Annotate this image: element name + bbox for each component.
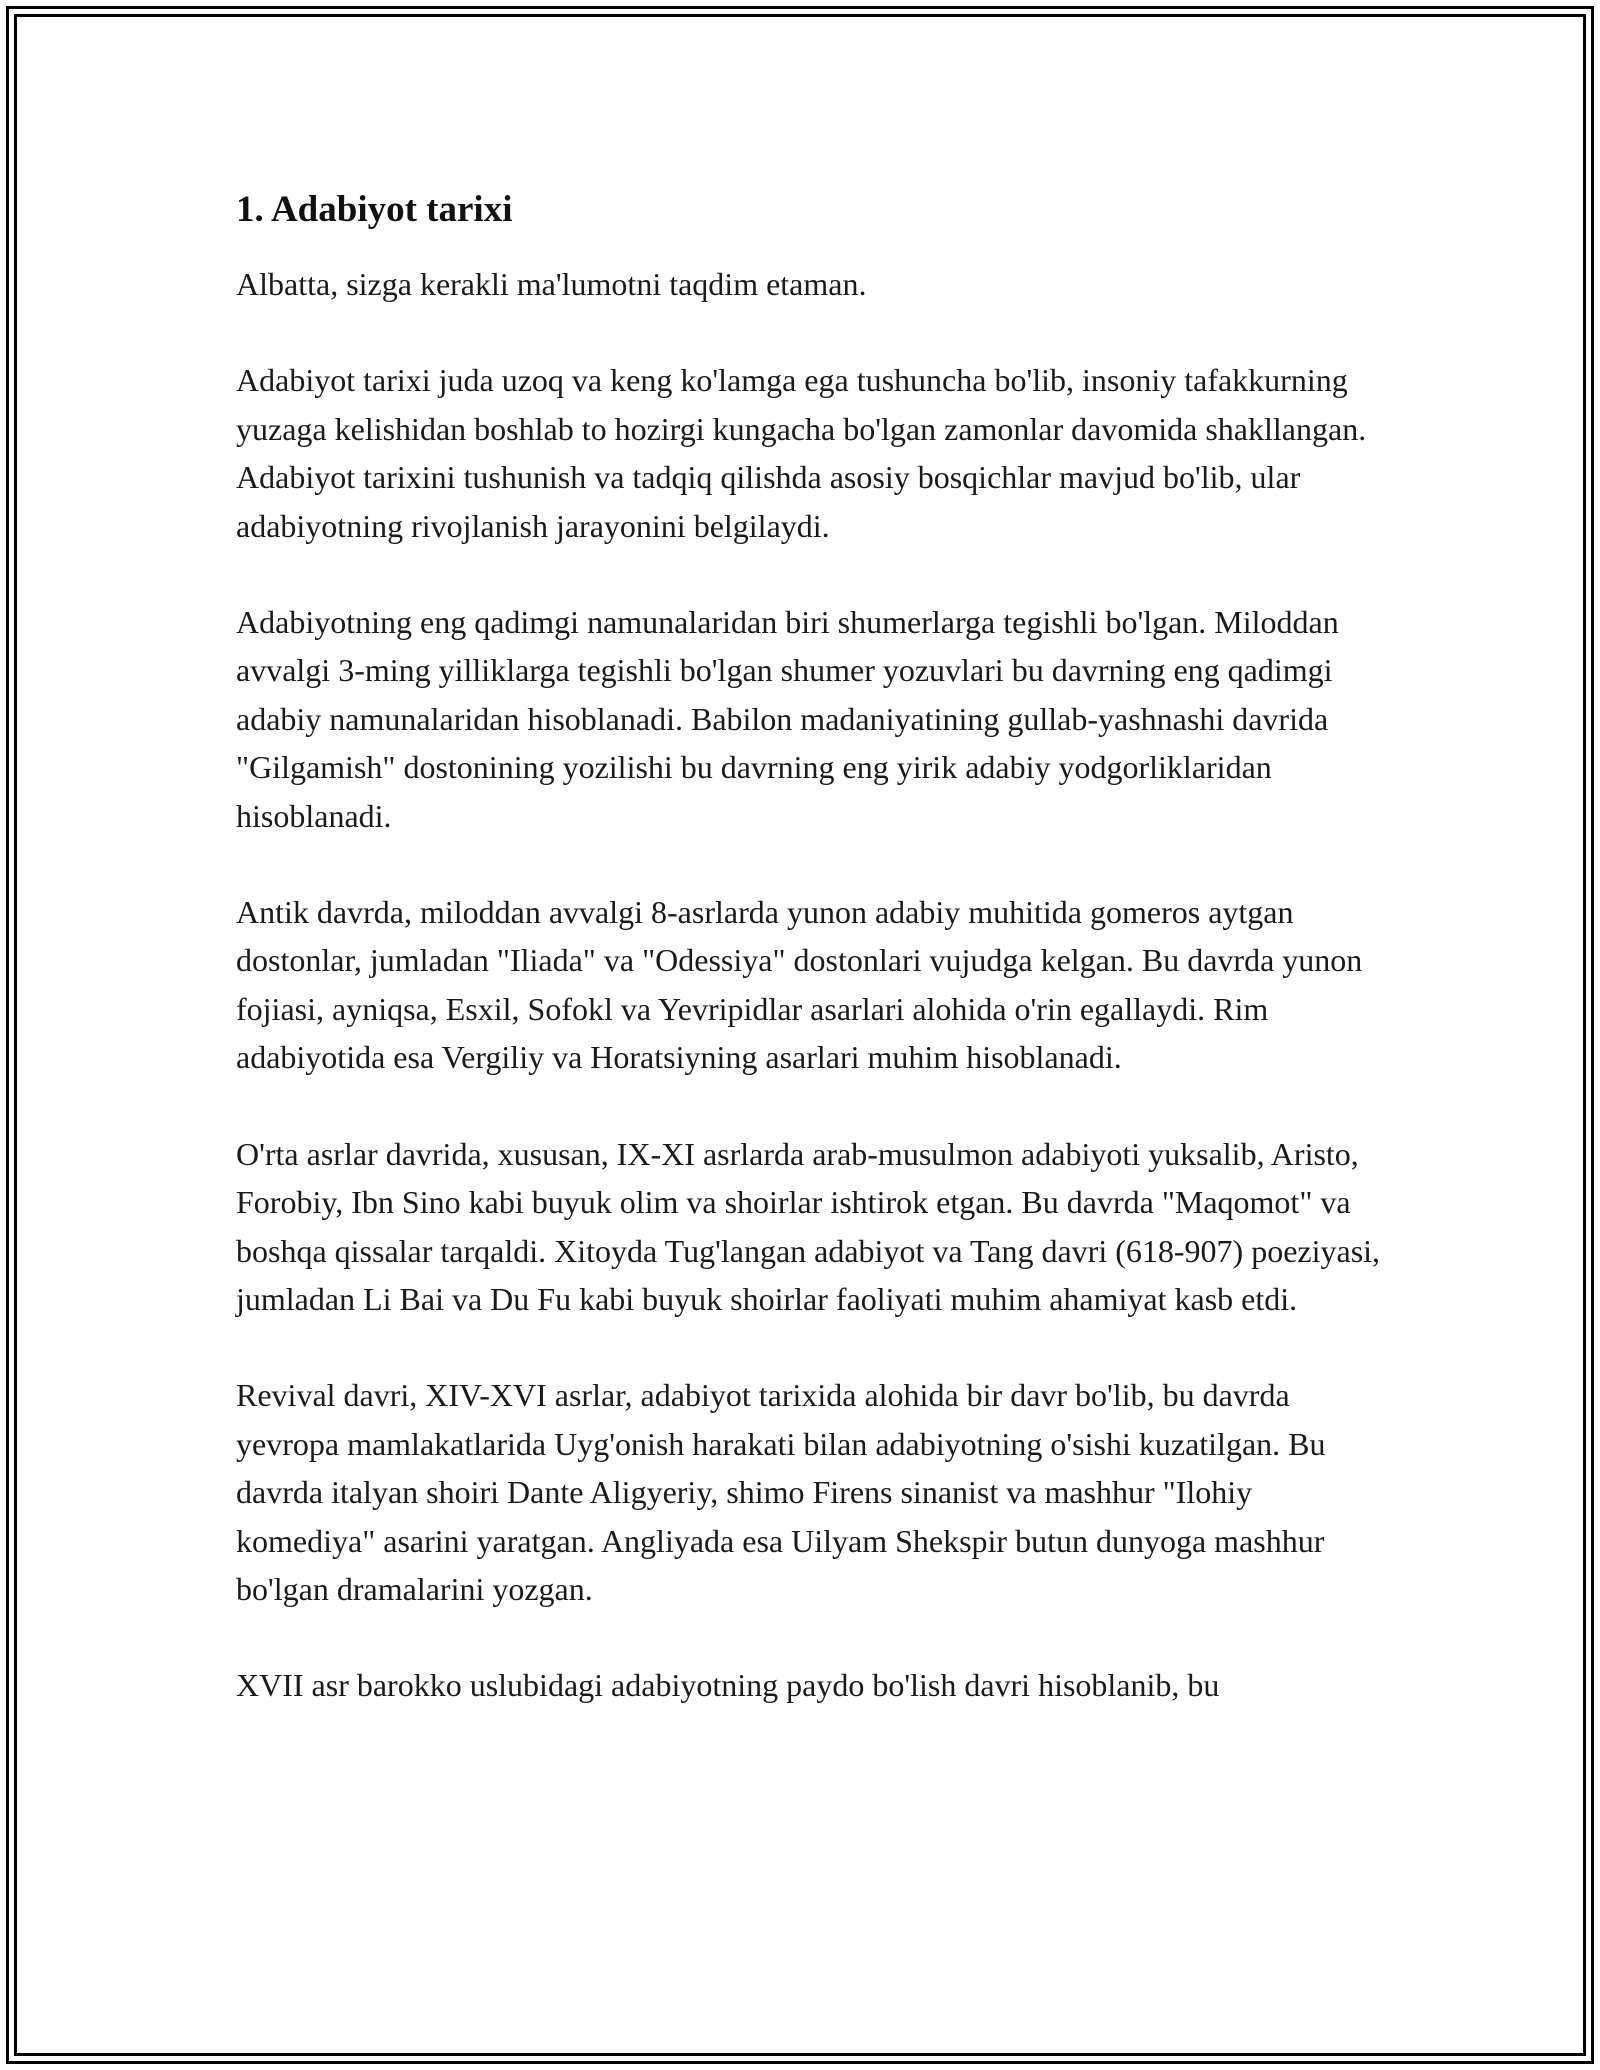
paragraph-revival: Revival davri, XIV-XVI asrlar, adabiyot tarixida alohida bir davr bo'lib, bu davrda yevropa mamlakatlarida Uyg'onish harakati bilan adabiyotning o'sishi kuzatilgan. Bu davrda italyan shoiri Dante Aligyeriy, shimo Firens sinanist va mashhur "Ilohiy komediya" asarini yaratgan. Angliyada esa Uilyam Shekspir butun dunyoga mashhur bo'lgan dramalarini yozgan. — [236, 1377, 1326, 1607]
document-body — [236, 186, 1386, 1758]
paragraph-intro: Albatta, sizga kerakli ma'lumotni taqdim etaman. — [236, 266, 867, 302]
paragraph-sumerian: Adabiyotning eng qadimgi namunalaridan biri shumerlarga tegishli bo'lgan. Miloddan avvalgi 3-ming yilliklarga tegishli bo'lgan shumer yozuvlari bu davrning eng qadimgi adabiy namunalaridan hisoblanadi. Babilon madaniyatining gullab-yashnashi davrida "Gilgamish" dostonining yozilishi bu davrning eng yirik adabiy yodgorliklaridan hisoblanadi. — [236, 604, 1339, 834]
paragraph-baroque: XVII asr barokko uslubidagi adabiyotning paydo bo'lish davri hisoblanib, bu — [236, 1667, 1220, 1704]
paragraph-middle-ages: O'rta asrlar davrida, xususan, IX-XI asrlarda arab-musulmon adabiyoti yuksalib, Aristo, Forobiy, Ibn Sino kabi buyuk olim va shoirlar ishtirok etgan. Bu davrda "Maqomot" va boshqa qissalar tarqaldi. Xitoyda Tug'langan adabiyot va Tang davri (618-907) poeziyasi, jumladan Li Bai va Du Fu kabi buyuk shoirlar faoliyati muhim ahamiyat kasb etdi. — [236, 1135, 1381, 1317]
paragraph-antiquity: Antik davrda, miloddan avvalgi 8-asrlarda yunon adabiy muhitida gomeros aytgan dostonlar, jumladan "Iliada" va "Odessiya" dostonlari vujudga kelgan. Bu davrda yunon fojiasi, ayniqsa, Esxil, Sofokl va Yevripidlar asarlari alohida o'rin egallaydi. Rim adabiyotida esa Vergiliy va Horatsiyning asarlari muhim hisoblanadi. — [236, 894, 1363, 1076]
section-heading: 1. Adabiyot tarixi — [236, 189, 513, 230]
paragraph-overview: Adabiyot tarixi juda uzoq va keng ko'lamga ega tushuncha bo'lib, insoniy tafakkurning yuzaga kelishidan boshlab to hozirgi kungacha bo'lgan zamonlar davomida shakllangan. Adabiyot tarixini tushunish va tadqiq qilishda asosiy bosqichlar mavjud bo'lib, ular adabiyotning rivojlanish jarayonini belgilaydi. — [236, 362, 1367, 544]
